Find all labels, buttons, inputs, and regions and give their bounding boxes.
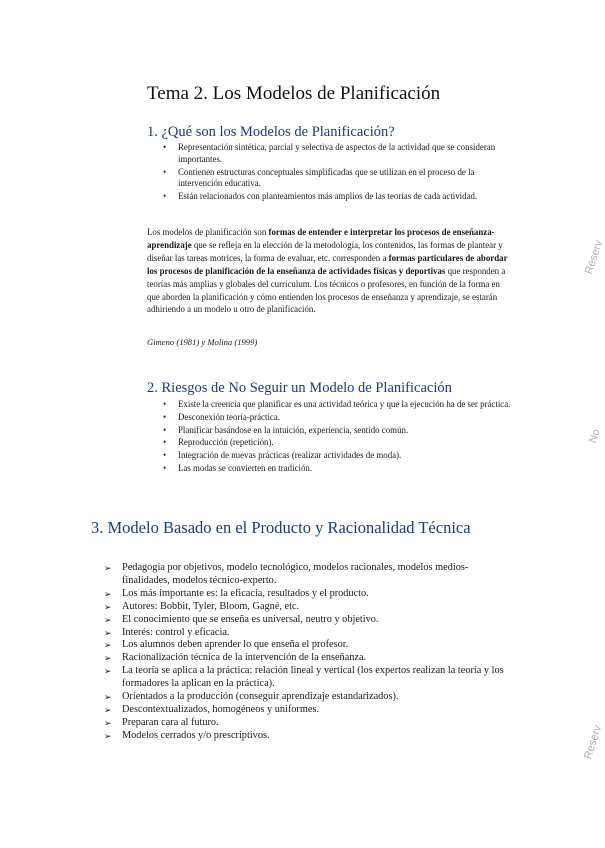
arrow-list-item-text: Los alumnos deben aprender lo que enseña el profesor. <box>122 639 349 651</box>
section-2-bullet-list <box>162 399 512 476</box>
section-3-heading: 3. Modelo Basado en el Producto y Racionalidad Técnica <box>91 518 471 537</box>
paragraph-text: Los modelos de planificación son <box>147 227 269 237</box>
arrow-bullet-icon: ➢ <box>104 730 112 741</box>
arrow-list-item <box>104 717 504 730</box>
watermark-text: No <box>587 427 603 445</box>
arrow-list-item-text: Pedagogía por objetivos, modelo tecnológico, modelos racionales, modelos medios-finalidades, modelos técnico-experto. <box>122 562 469 586</box>
section-1-bullet-list <box>162 142 512 204</box>
arrow-list-item <box>104 627 504 640</box>
bullet-item: • Reproducción (repetición). <box>162 437 512 449</box>
arrow-list-item-text: Descontextualizados, homogéneos y uniformes. <box>122 703 320 715</box>
arrow-list-item-text: Interés: control y eficacia. <box>122 626 230 638</box>
section-3-arrow-list <box>104 562 504 743</box>
arrow-bullet-icon: ➢ <box>104 717 112 728</box>
bullet-item: • Existe la creencia que planificar es una actividad teórica y que la ejecución ha de ser práctica. <box>162 399 512 411</box>
arrow-list-item <box>104 588 504 601</box>
arrow-bullet-icon: ➢ <box>104 588 112 599</box>
arrow-bullet-icon: ➢ <box>104 653 112 664</box>
section-1-paragraph <box>147 226 512 316</box>
section-1-heading: 1. ¿Qué son los Modelos de Planificación? <box>147 124 395 140</box>
arrow-list-item-text: Racionalización técnica de la intervención de la enseñanza. <box>122 652 367 664</box>
arrow-list-item <box>104 691 504 704</box>
paragraph-bold: formas particulares de abordar los procesos de planificación de la enseñanza de actividades físicas y deportivas <box>147 252 508 276</box>
watermark-text: Reserv <box>583 238 605 276</box>
watermark-text: Reserv <box>582 723 605 761</box>
bullet-item: • Las modas se convierten en tradición. <box>162 463 512 475</box>
arrow-bullet-icon: ➢ <box>104 601 112 612</box>
arrow-list-item-text: Modelos cerrados y/o prescriptivos. <box>122 729 270 741</box>
arrow-list-item-text: La teoría se aplica a la práctica: relación lineal y vertical (los expertos realizan la teoría y los formadores la aplican en la práctica). <box>122 665 504 690</box>
arrow-list-item <box>104 652 504 665</box>
bullet-item: • Integración de nuevas prácticas (realizar actividades de moda). <box>162 450 512 462</box>
arrow-bullet-icon: ➢ <box>104 563 112 573</box>
arrow-bullet-icon: ➢ <box>104 627 112 638</box>
arrow-list-item-text: El conocimiento que se enseña es universal, neutro y objetivo. <box>122 613 379 625</box>
citation: Gimeno (1981) y Molina (1999) <box>147 337 258 347</box>
arrow-list-item <box>104 730 504 743</box>
arrow-list-item <box>104 639 504 652</box>
section-2-heading: 2. Riesgos de No Seguir un Modelo de Planificación <box>147 380 452 396</box>
bullet-item: • Desconexión teoría-práctica. <box>162 412 512 424</box>
arrow-bullet-icon: ➢ <box>104 692 112 703</box>
bullet-item: • Representación sintética, parcial y selectiva de aspectos de la actividad que se consideran importantes. <box>162 142 512 166</box>
paragraph-text: que responden a teorías más amplias y globales del currículum. Los técnicos o profesores, en función de la forma en que aborden la planificación y cómo entienden los procesos de enseñanza y aprendizaje, se estarán adhiriendo a un modelo u otro de planificación. <box>147 265 506 315</box>
arrow-list-item-text: Preparan cara al futuro. <box>122 716 219 728</box>
document-title: Tema 2. Los Modelos de Planificación <box>147 83 441 104</box>
arrow-bullet-icon: ➢ <box>104 704 112 715</box>
arrow-bullet-icon: ➢ <box>104 640 112 651</box>
arrow-bullet-icon: ➢ <box>104 666 112 677</box>
arrow-list-item <box>104 562 504 588</box>
arrow-bullet-icon: ➢ <box>104 614 112 625</box>
bullet-item: • Planificar basándose en la intuición, experiencia, sentido común. <box>162 425 512 437</box>
paragraph-bold: formas de entender e interpretar los procesos de enseñanza-aprendizaje <box>147 227 495 250</box>
arrow-list-item <box>104 665 504 691</box>
arrow-list-item <box>104 614 504 627</box>
bullet-item: • Contienen estructuras conceptuales simplificadas que se utilizan en el proceso de la intervención educativa. <box>162 167 512 191</box>
arrow-list-item-text: Autores: Bobbit, Tyler, Bloom, Gagné, etc. <box>122 600 300 612</box>
arrow-list-item-text: Orientados a la producción (conseguir aprendizaje estandarizados). <box>122 691 399 703</box>
paragraph-text: que se refleja en la elección de la metodología, los contenidos, las formas de plantear y diseñar las tareas motrices, la forma de evaluar, etc. corresponden a <box>147 239 503 263</box>
arrow-list-item <box>104 601 504 614</box>
arrow-list-item <box>104 704 504 717</box>
arrow-list-item-text: Los más importante es: la eficacia, resultados y el producto. <box>122 587 369 599</box>
bullet-item: • Están relacionados con planteamientos más amplios de las teorías de cada actividad. <box>162 191 512 203</box>
